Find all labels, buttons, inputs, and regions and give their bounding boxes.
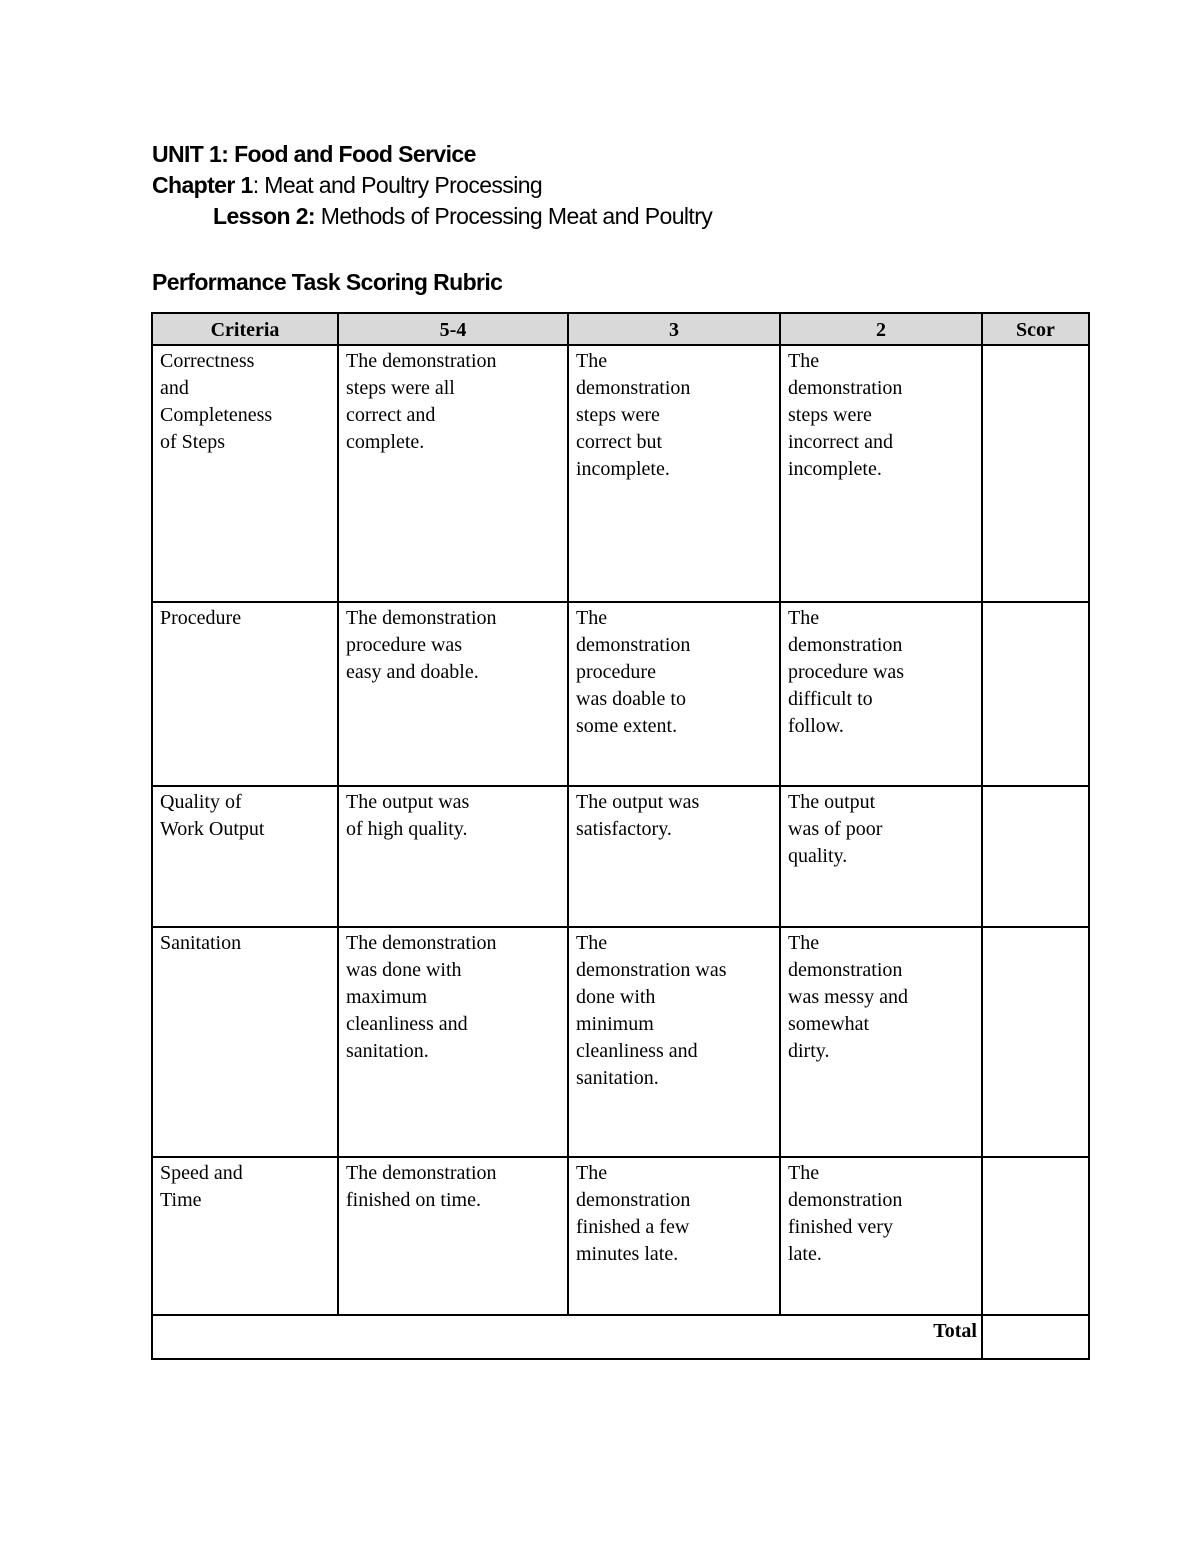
chapter-heading xyxy=(152,171,542,199)
level-2-cell: The output was of poor quality. xyxy=(780,786,982,927)
level-2-cell: The demonstration finished very late. xyxy=(780,1157,982,1315)
level-3-cell: The demonstration procedure was doable to some extent. xyxy=(568,602,780,786)
total-score-cell[interactable] xyxy=(982,1315,1089,1359)
column-header-5-4: 5-4 xyxy=(338,313,568,345)
header-row xyxy=(152,313,1089,345)
lesson-prefix: Lesson 2: xyxy=(213,203,315,229)
table-row xyxy=(152,927,1089,1157)
scoring-rubric-table xyxy=(151,312,1090,1360)
column-header-score: Scor xyxy=(982,313,1089,345)
table-row xyxy=(152,602,1089,786)
chapter-title: : Meat and Poultry Processing xyxy=(252,172,543,198)
criteria-cell: Sanitation xyxy=(152,927,338,1157)
score-cell[interactable] xyxy=(982,927,1089,1157)
lesson-heading xyxy=(213,202,712,230)
level-5-4-cell: The demonstration steps were all correct and complete. xyxy=(338,345,568,602)
level-5-4-cell: The output was of high quality. xyxy=(338,786,568,927)
level-3-cell: The output was satisfactory. xyxy=(568,786,780,927)
score-cell[interactable] xyxy=(982,345,1089,602)
unit-heading: UNIT 1: Food and Food Service xyxy=(152,141,476,167)
table-row xyxy=(152,345,1089,602)
score-cell[interactable] xyxy=(982,602,1089,786)
score-cell[interactable] xyxy=(982,786,1089,927)
criteria-cell: Speed and Time xyxy=(152,1157,338,1315)
column-header-2: 2 xyxy=(780,313,982,345)
level-5-4-cell: The demonstration procedure was easy and doable. xyxy=(338,602,568,786)
level-3-cell: The demonstration was done with minimum cleanliness and sanitation. xyxy=(568,927,780,1157)
column-header-3: 3 xyxy=(568,313,780,345)
table-row xyxy=(152,1157,1089,1315)
lesson-title: Methods of Processing Meat and Poultry xyxy=(314,203,713,229)
criteria-cell: Quality of Work Output xyxy=(152,786,338,927)
rubric-title: Performance Task Scoring Rubric xyxy=(152,269,503,295)
level-5-4-cell: The demonstration finished on time. xyxy=(338,1157,568,1315)
criteria-cell: Correctness and Completeness of Steps xyxy=(152,345,338,602)
level-2-cell: The demonstration was messy and somewhat dirty. xyxy=(780,927,982,1157)
chapter-prefix: Chapter 1 xyxy=(152,172,253,198)
table-row xyxy=(152,786,1089,927)
column-header-criteria: Criteria xyxy=(152,313,338,345)
level-2-cell: The demonstration steps were incorrect and incomplete. xyxy=(780,345,982,602)
level-3-cell: The demonstration finished a few minutes late. xyxy=(568,1157,780,1315)
total-label: Total xyxy=(152,1315,982,1359)
criteria-cell: Procedure xyxy=(152,602,338,786)
level-3-cell: The demonstration steps were correct but incomplete. xyxy=(568,345,780,602)
level-5-4-cell: The demonstration was done with maximum cleanliness and sanitation. xyxy=(338,927,568,1157)
total-row xyxy=(152,1315,1089,1359)
level-2-cell: The demonstration procedure was difficult to follow. xyxy=(780,602,982,786)
score-cell[interactable] xyxy=(982,1157,1089,1315)
